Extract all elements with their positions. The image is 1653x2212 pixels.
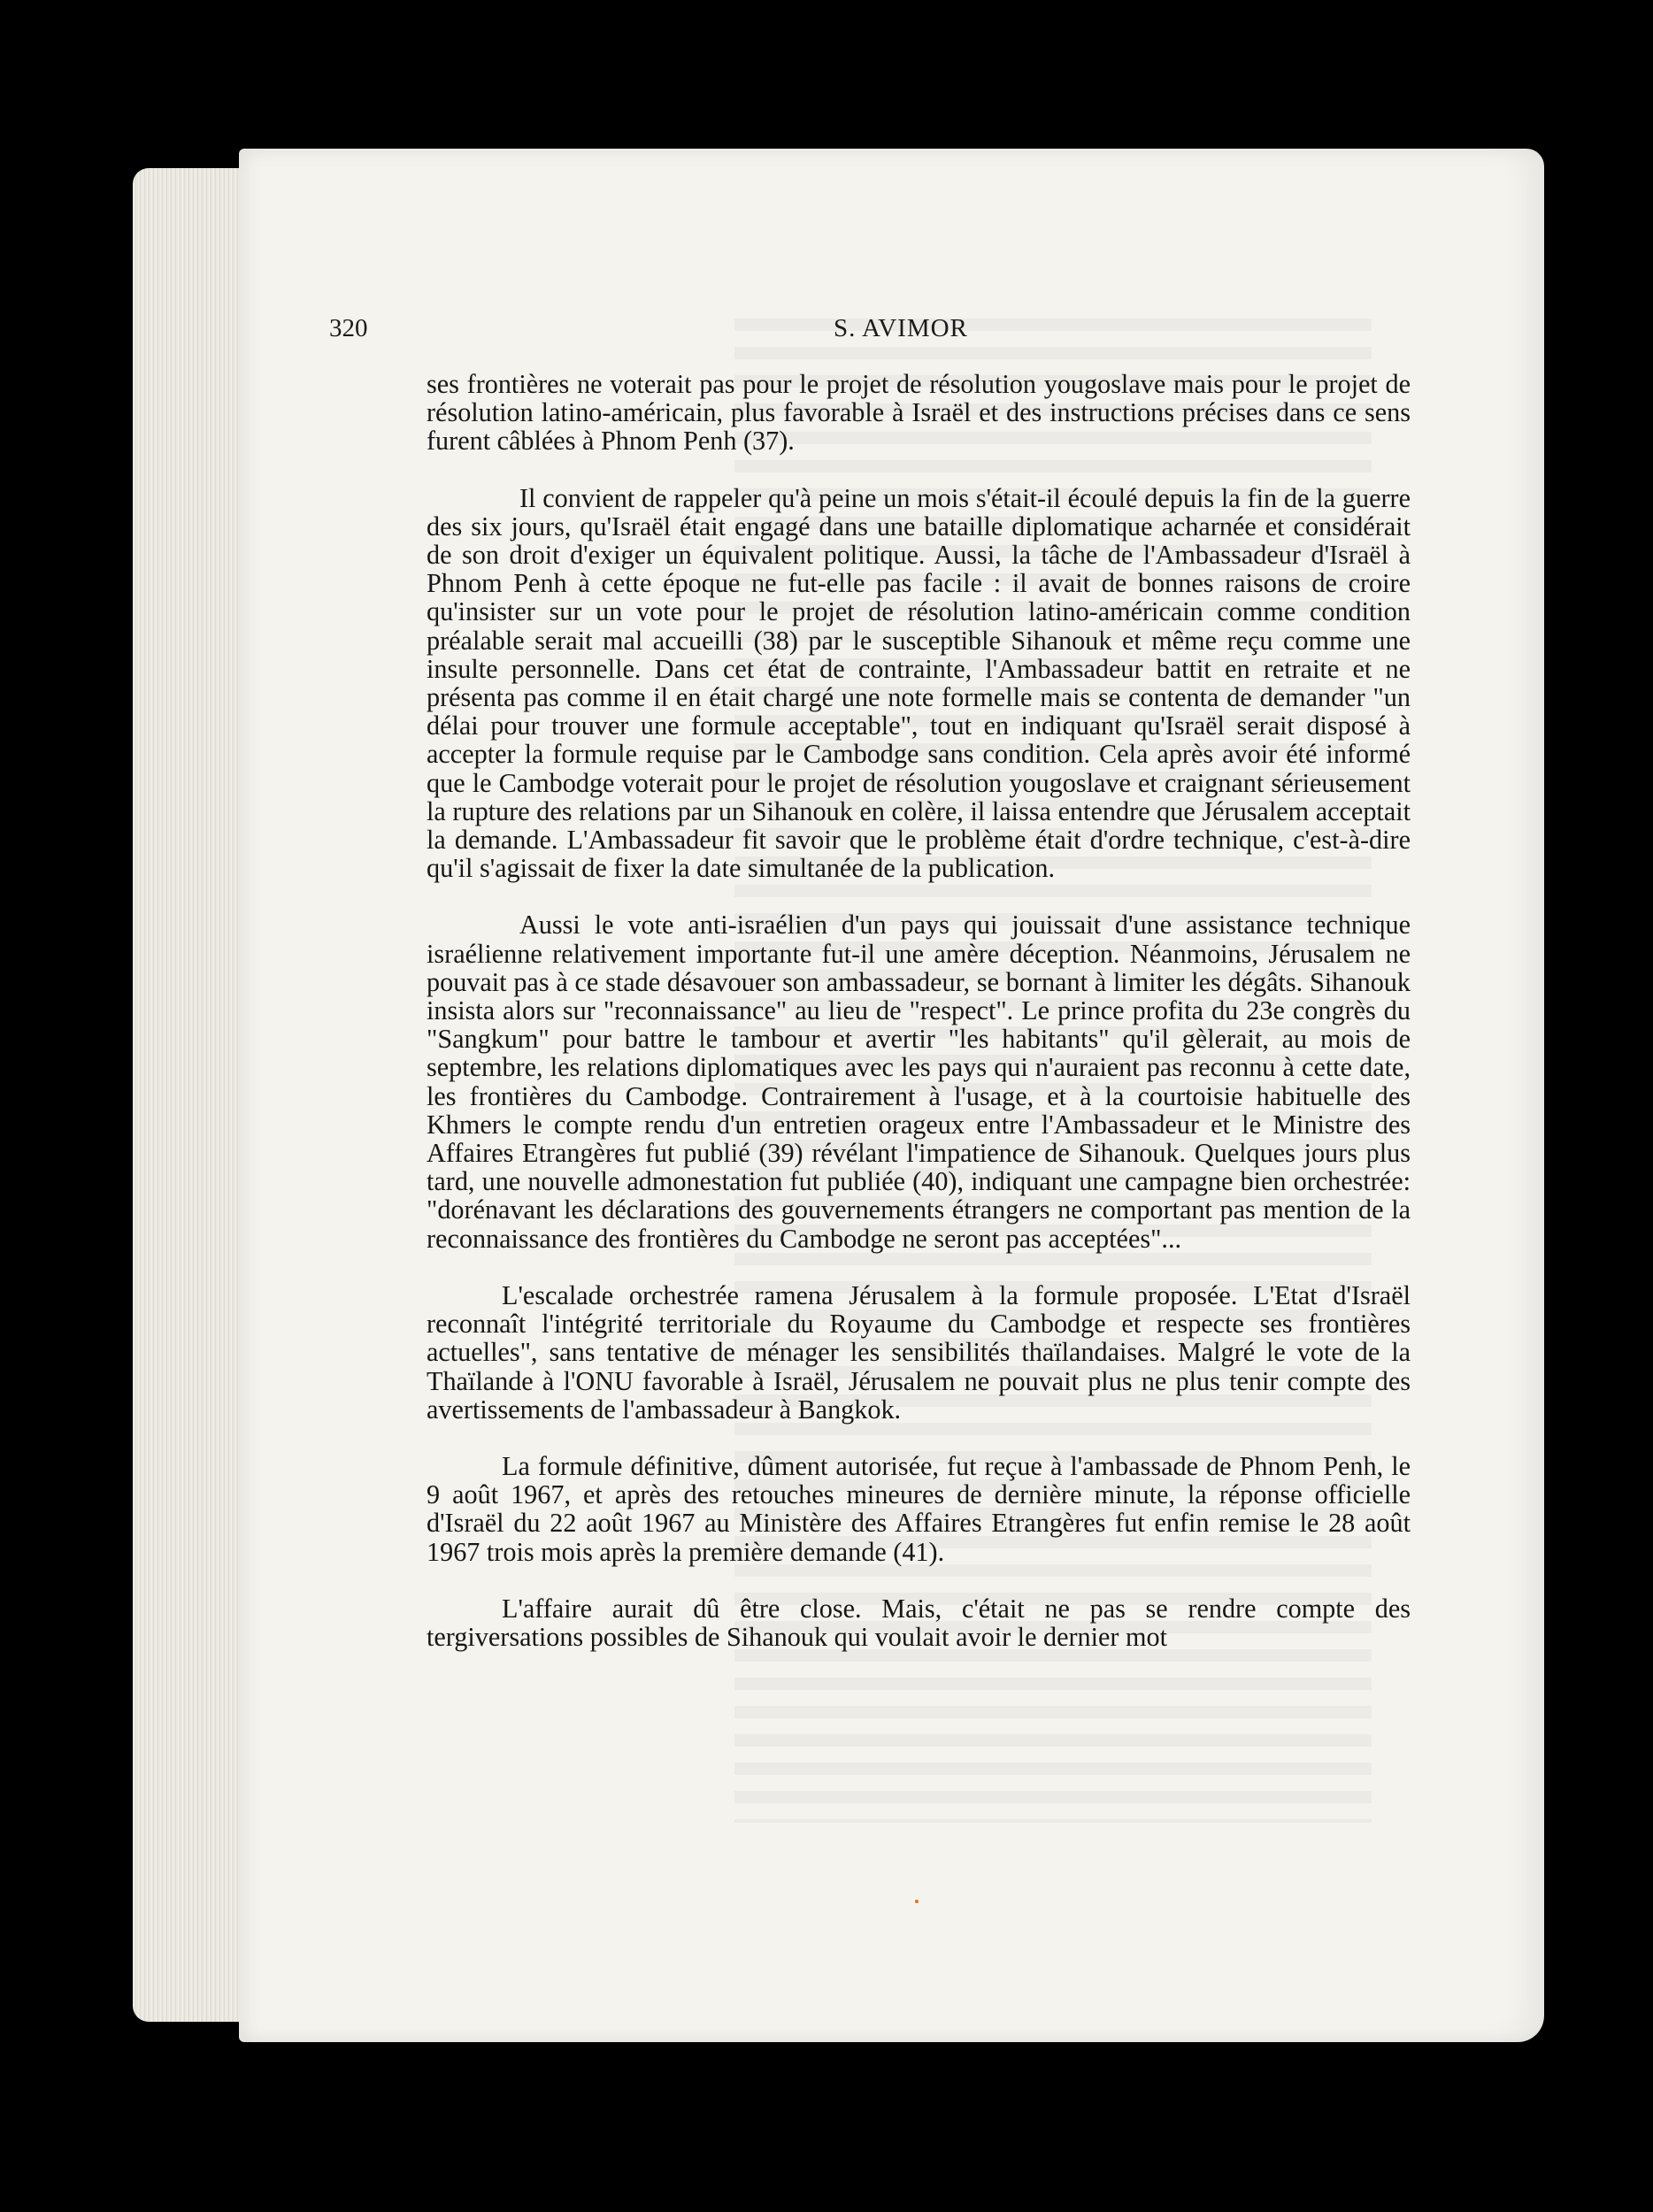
running-head: S. AVIMOR: [834, 314, 968, 342]
page-number: 320: [329, 314, 368, 342]
paragraph-1: ses frontières ne voterait pas pour le projet de résolution yougoslave mais pour le projet de résolution latino-américain, plus favorable à Israël et des instructions précises dans ce sens furent câblées à Phnom Penh (37).: [427, 369, 1411, 457]
page-header: [329, 314, 1413, 349]
paragraph-2: Il convient de rappeler qu'à peine un mois s'était-il écoulé depuis la fin de la guerre des six jours, qu'Israël était engagé dans une bataille diplomatique acharnée et considérait de son droit d'exiger un équivalent politique. Aussi, la tâche de l'Ambassadeur d'Israël à Phnom Penh à cette époque ne fut-elle pas facile : il avait de bonnes raisons de croire qu'insister sur un vote pour le projet de résolution latino-américain comme condition préalable serait mal accueilli (38) par le susceptible Sihanouk et même reçu comme une insulte personnelle. Dans cet état de contrainte, l'Ambassadeur battit en retraite et ne présenta pas comme il en était chargé une note formelle mais se contenta de demander "un délai pour trouver une formule acceptable", tout en indiquant qu'Israël serait disposé à accepter la formule requise par le Cambodge sans condition. Cela après avoir été informé que le Cambodge voterait pour le projet de résolution yougoslave et craignant sérieusement la rupture des relations par un Sihanouk en colère, il laissa entendre que Jérusalem acceptait la demande. L'Ambassadeur fit savoir que le problème était d'ordre technique, c'est-à-dire qu'il s'agissait de fixer la date simultanée de la publication.: [427, 482, 1411, 884]
paper-speck: [915, 1900, 919, 1903]
paragraph-3: Aussi le vote anti-israélien d'un pays qui jouissait d'une assistance technique israélienne relativement importante fut-il une amère déception. Néanmoins, Jérusalem ne pouvait pas à ce stade désavouer son ambassadeur, se bornant à limiter les dégâts. Sihanouk insista alors sur "reconnaissance" au lieu de "respect". Le prince profita du 23e congrès du "Sangkum" pour battre le tambour et avertir "les habitants" qu'il gèlerait, au mois de septembre, les relations diplomatiques avec les pays qui n'auraient pas reconnu à cette date, les frontières du Cambodge. Contrairement à l'usage, et à la courtoisie habituelle des Khmers le compte rendu d'un entretien orageux entre l'Ambassadeur et le Ministre des Affaires Etrangères fut publié (39) révélant l'impatience de Sihanouk. Quelques jours plus tard, une nouvelle admonestation fut publiée (40), indiquant une campagne bien orchestrée: "dorénavant les déclarations des gouvernements étrangers ne comportant pas mention de la reconnaissance des frontières du Cambodge ne seront pas acceptées"...: [427, 910, 1411, 1254]
paragraph-6: L'affaire aurait dû être close. Mais, c'était ne pas se rendre compte des tergiversations possibles de Sihanouk qui voulait avoir le dernier mot: [427, 1593, 1411, 1652]
paragraph-4: L'escalade orchestrée ramena Jérusalem à la formule proposée. L'Etat d'Israël reconnaît l'intégrité territoriale du Royaume du Cambodge et respecte ses frontières actuelles", sans tentative de ménager les sensibilités thaïlandaises. Malgré le vote de la Thaïlande à l'ONU favorable à Israël, Jérusalem ne pouvait plus ne plus tenir compte des avertissements de l'ambassadeur à Bangkok.: [427, 1279, 1411, 1425]
paragraph-5: La formule définitive, dûment autorisée, fut reçue à l'ambassade de Phnom Penh, le 9 août 1967, et après des retouches mineures de dernière minute, la réponse officielle d'Israël du 22 août 1967 au Ministère des Affaires Etrangères fut enfin remise le 28 août 1967 trois mois après la première demande (41).: [427, 1450, 1411, 1567]
body-text: [427, 370, 1411, 1651]
